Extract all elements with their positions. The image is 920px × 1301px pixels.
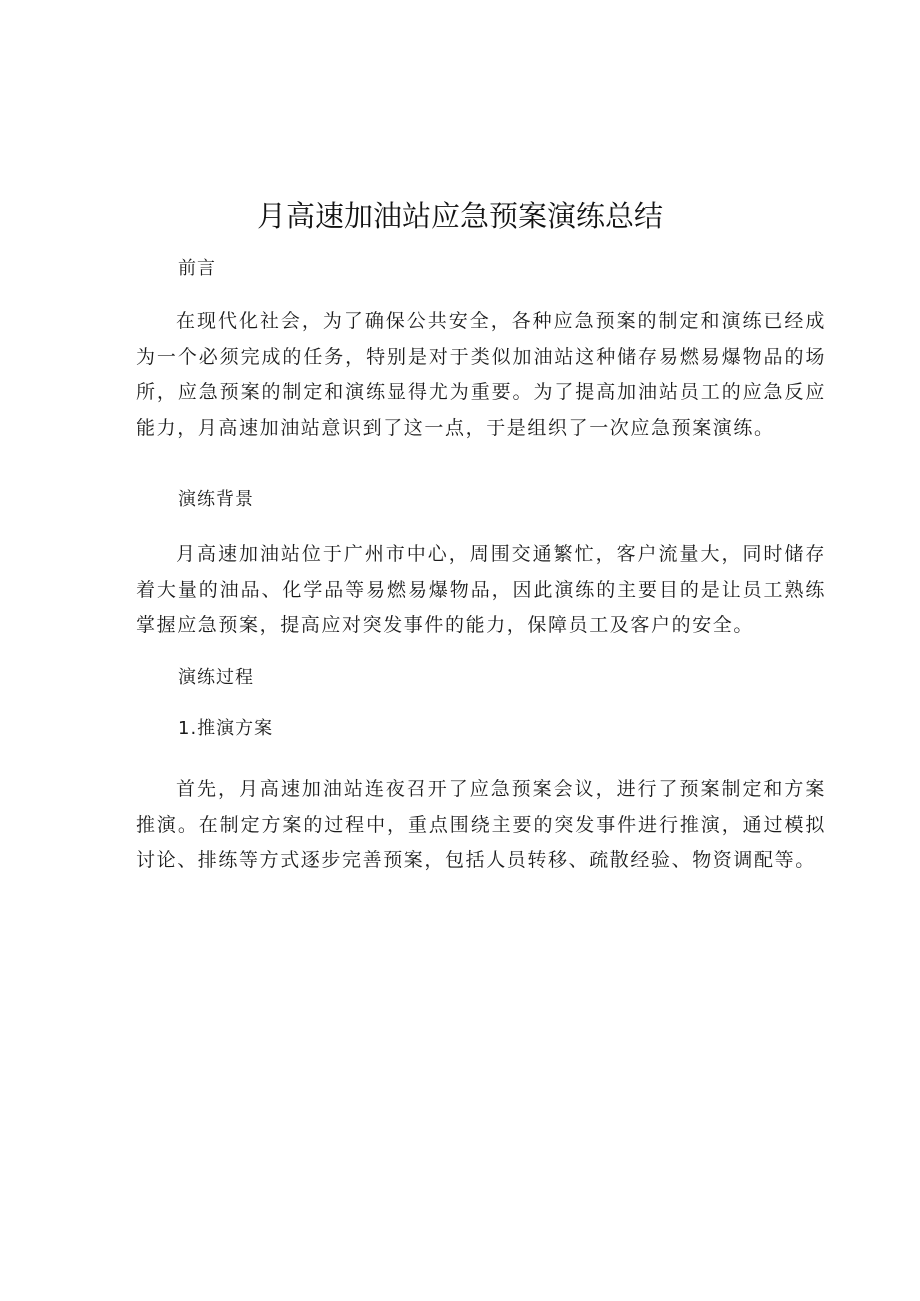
preface-heading: 前言	[178, 258, 216, 279]
process-heading: 演练过程	[178, 667, 254, 688]
step1-heading: 1.推演方案	[178, 718, 274, 739]
preface-paragraph: 在现代化社会，为了确保公共安全，各种应急预案的制定和演练已经成为一个必须完成的任务，特别是对于类似加油站这种储存易燃易爆物品的场所，应急预案的制定和演练显得尤为重要。为了提高加油站员工的应急反应能力，月高速加油站意识到了这一点，于是组织了一次应急预案演练。	[136, 310, 826, 439]
document-title: 月高速加油站应急预案演练总结	[256, 199, 663, 233]
background-heading: 演练背景	[178, 489, 254, 510]
step1-paragraph: 首先，月高速加油站连夜召开了应急预案会议，进行了预案制定和方案推演。在制定方案的过程中，重点围绕主要的突发事件进行推演，通过模拟讨论、排练等方式逐步完善预案，包括人员转移、疏散经验、物资调配等。	[136, 778, 826, 871]
background-paragraph: 月高速加油站位于广州市中心，周围交通繁忙，客户流量大，同时储存着大量的油品、化学品等易燃易爆物品，因此演练的主要目的是让员工熟练掌握应急预案，提高应对突发事件的能力，保障员工及客户的安全。	[136, 543, 826, 636]
